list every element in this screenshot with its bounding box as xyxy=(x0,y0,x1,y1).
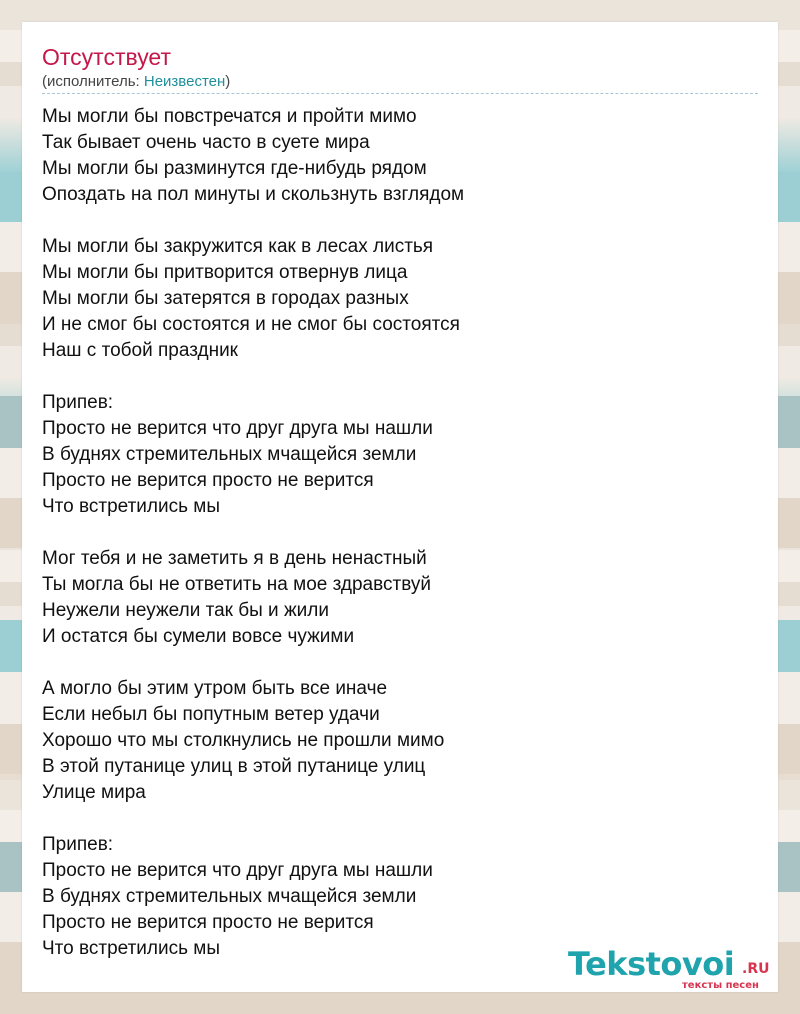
lyric-line: Улице мира xyxy=(42,782,146,803)
logo-tld: .RU xyxy=(742,961,770,977)
artist-line xyxy=(42,73,230,91)
lyric-line: Припев: xyxy=(42,834,114,855)
artist-link[interactable]: Неизвестен xyxy=(143,73,226,90)
lyric-line: Ты могла бы не ответить на мое здравствуй xyxy=(42,574,431,595)
lyrics-card xyxy=(22,22,778,992)
lyric-line: Опоздать на пол минуты и скользнуть взглядом xyxy=(42,184,465,205)
lyric-line: Неужели неужели так бы и жили xyxy=(42,600,329,621)
lyrics-stanza xyxy=(42,390,758,520)
lyric-line: Припев: xyxy=(42,392,114,413)
lyric-line: Что встретились мы xyxy=(42,938,220,959)
lyrics-body xyxy=(42,104,758,988)
lyrics-stanza xyxy=(42,234,758,364)
logo-tagline: тексты песен xyxy=(682,980,759,991)
lyric-line: Просто не верится просто не верится xyxy=(42,912,374,933)
site-logo[interactable] xyxy=(568,946,774,992)
lyric-line: В буднях стремительных мчащейся земли xyxy=(42,444,417,465)
title-divider xyxy=(42,93,758,94)
lyrics-stanza xyxy=(42,676,758,806)
lyric-line: Хорошо что мы столкнулись не прошли мимо xyxy=(42,730,445,751)
lyric-line: Так бывает очень часто в суете мира xyxy=(42,132,370,153)
lyrics-stanza xyxy=(42,104,758,208)
lyric-line: Просто не верится что друг друга мы нашли xyxy=(42,418,433,439)
lyric-line: Наш с тобой праздник xyxy=(42,340,238,361)
lyric-line: Мог тебя и не заметить я в день ненастный xyxy=(42,548,427,569)
lyric-line: В буднях стремительных мчащейся земли xyxy=(42,886,417,907)
lyric-line: И остатся бы сумели вовсе чужими xyxy=(42,626,355,647)
lyric-line: Если небыл бы попутным ветер удачи xyxy=(42,704,380,725)
logo-wordmark: Tekstovoi xyxy=(568,945,735,983)
lyric-line: Мы могли бы закружится как в лесах листья xyxy=(42,236,434,257)
lyric-line: А могло бы этим утром быть все иначе xyxy=(42,678,388,699)
lyric-line: Просто не верится просто не верится xyxy=(42,470,374,491)
lyric-line: Мы могли бы повстречатся и пройти мимо xyxy=(42,106,417,127)
lyric-line: И не смог бы состоятся и не смог бы состоятся xyxy=(42,314,460,335)
song-title: Отсутствует xyxy=(42,44,171,70)
lyric-line: Мы могли бы разминутся где-нибудь рядом xyxy=(42,158,427,179)
artist-prefix: (исполнитель: xyxy=(42,73,144,90)
lyric-line: Мы могли бы затерятся в городах разных xyxy=(42,288,409,309)
lyric-line: Просто не верится что друг друга мы нашли xyxy=(42,860,433,881)
lyric-line: Мы могли бы притворится отвернув лица xyxy=(42,262,408,283)
lyric-line: В этой путанице улиц в этой путанице улиц xyxy=(42,756,426,777)
artist-suffix: ) xyxy=(225,73,231,90)
lyrics-stanza xyxy=(42,546,758,650)
lyrics-stanza xyxy=(42,832,758,962)
lyric-line: Что встретились мы xyxy=(42,496,220,517)
